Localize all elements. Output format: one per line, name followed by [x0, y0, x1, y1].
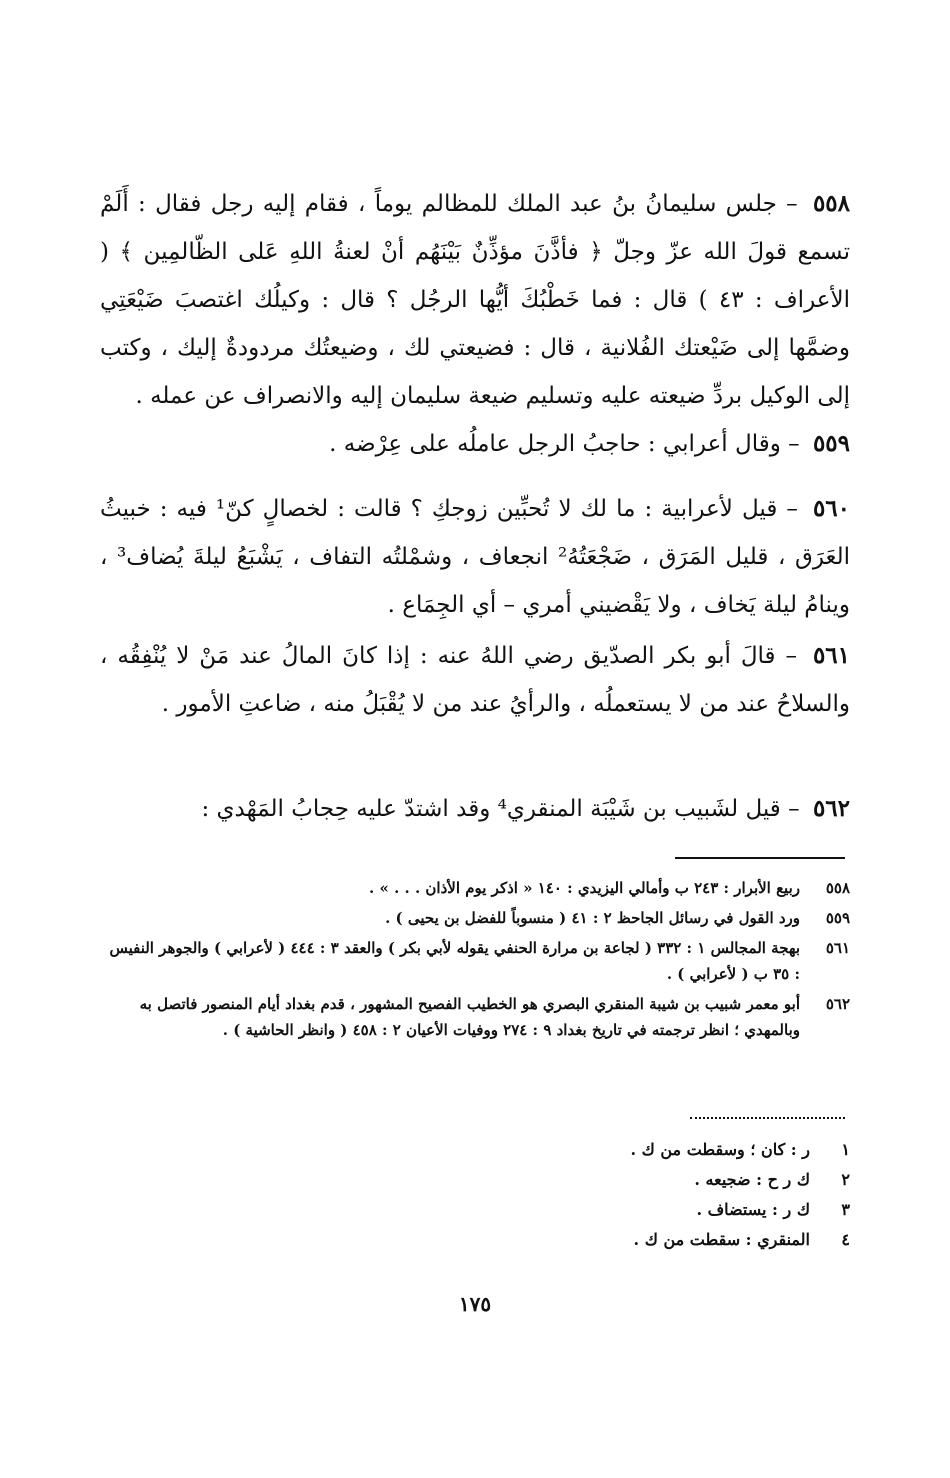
- note-text: أبو معمر شبيب بن شيبة المنقري البصري هو الخطيب الفصيح المشهور ، قدم بغداد أيام المنصور فاتصل به وبالمهدي ؛ انظر ترجمته في تاريخ بغداد ٩ : ٢٧٤ ووفيات الأعيان ٢ : ٤٥٨ ( وانظر الحاشية ) .: [139, 995, 800, 1039]
- variants-divider: [690, 1117, 845, 1119]
- variant-text: ر : كان ؛ وسقطت من ك .: [630, 1140, 810, 1159]
- paragraph-number: ٥٥٩: [812, 430, 850, 457]
- note-text: ورد القول في رسائل الجاحظ ٢ : ٤١ ( منسوباً للفضل بن يحيى ) .: [385, 909, 800, 927]
- variant-note: [100, 1165, 850, 1195]
- note-number: ٥٥٩: [825, 909, 850, 927]
- paragraph-561: [100, 632, 850, 728]
- textual-variants: [100, 1135, 850, 1255]
- note-number: ٥٦١: [825, 939, 850, 957]
- variant-note: [100, 1135, 850, 1165]
- paragraph-text: – قالَ أبو بكر الصدّيق رضي اللهُ عنه : إذا كانَ المالُ عند مَنْ لا يُنْفِقُه ، والسلاحُ عند من لا يستعملُه ، والرأيُ عند من لا يُقْبَلُ منه ، ضاعتِ الأمور .: [100, 643, 850, 717]
- paragraph-558: [100, 180, 850, 420]
- source-note: [100, 991, 850, 1043]
- source-note: [100, 935, 850, 987]
- paragraph-number: ٥٦٢: [812, 795, 850, 822]
- variant-note: [100, 1195, 850, 1225]
- paragraph-559: [100, 420, 850, 468]
- source-note: [100, 905, 850, 931]
- variant-text: ك ر ح : ضجيعه .: [694, 1170, 810, 1189]
- paragraph-text: – قيل لأعرابية : ما لك لا تُحبِّين زوجكِ ؟ قالت : لخصالٍ كنّ¹ فيه : خبيثُ العَرَق ، قليل المَرَق ، ضَجْعَتُهُ² انجعاف ، وشمْلتُه التفاف ، يَشْبَعُ ليلةَ يُضاف³ ، وينامُ ليلة يَخاف ، ولا يَقْضيني أمري – أي الجِمَاع .: [100, 496, 851, 618]
- variant-note: [100, 1225, 850, 1255]
- paragraph-text: – جلس سليمانُ بنُ عبد الملك للمظالم يوماً ، فقام إليه رجل فقال : أَلَمْ تسمع قولَ الله عزّ وجلّ ﴿ فأذَّنَ مؤذِّنٌ بَيْنَهُم أنْ لعنةُ اللهِ عَلى الظّالمِين ﴾ ( الأعراف : ٤٣ ) قال : فما خَطْبُكَ أيُّها الرجُل ؟ قال : وكيلُك اغتصبَ ضَيْعَتِي وضمَّها إلى ضَيْعتك الفُلانية ، قال : فضيعتي لك ، وضيعتُك مردودةٌ إليك ، وكتب إلى الوكيل بردِّ ضيعته عليه وتسليم ضيعة سليمان إليه والانصراف عن عمله .: [100, 191, 850, 409]
- source-note: [100, 875, 850, 901]
- note-text: بهجة المجالس ١ : ٣٣٢ ( لجاعة بن مرارة الحنفي يقوله لأبي بكر ) والعقد ٣ : ٤٤٤ ( لأعرابي ) والجوهر النفيس : ٣٥ ب ( لأعرابي ) .: [109, 939, 800, 983]
- variant-text: المنقري : سقطت من ك .: [633, 1230, 810, 1249]
- paragraph-number: ٥٦١: [812, 642, 851, 669]
- paragraph-text: – قيل لشَبيب بن شَيْبَة المنقري⁴ وقد اشتدّ عليه حِجابُ المَهْدي :: [201, 796, 800, 822]
- variant-number: ٣: [841, 1200, 850, 1219]
- page-number: ١٧٥: [458, 1292, 492, 1316]
- note-text: ربيع الأبرار : ٢٤٣ ب وأمالي اليزيدي : ١٤٠ « اذكر يوم الأذان . . . » .: [369, 879, 800, 897]
- paragraph-text: – وقال أعرابي : حاجبُ الرجل عاملُه على عِرْضه .: [329, 431, 800, 457]
- variant-number: ١: [841, 1140, 850, 1159]
- footnote-divider: [675, 857, 845, 859]
- note-number: ٥٦٢: [825, 995, 850, 1013]
- variant-number: ٢: [841, 1170, 850, 1189]
- paragraph-number: ٥٦٠: [812, 495, 850, 522]
- source-notes: [100, 875, 850, 1047]
- paragraph-562: [100, 785, 850, 833]
- paragraph-560: [100, 485, 850, 629]
- variant-text: ك ر : يستضاف .: [696, 1200, 810, 1219]
- note-number: ٥٥٨: [825, 879, 850, 897]
- variant-number: ٤: [841, 1230, 850, 1249]
- paragraph-number: ٥٥٨: [812, 190, 850, 217]
